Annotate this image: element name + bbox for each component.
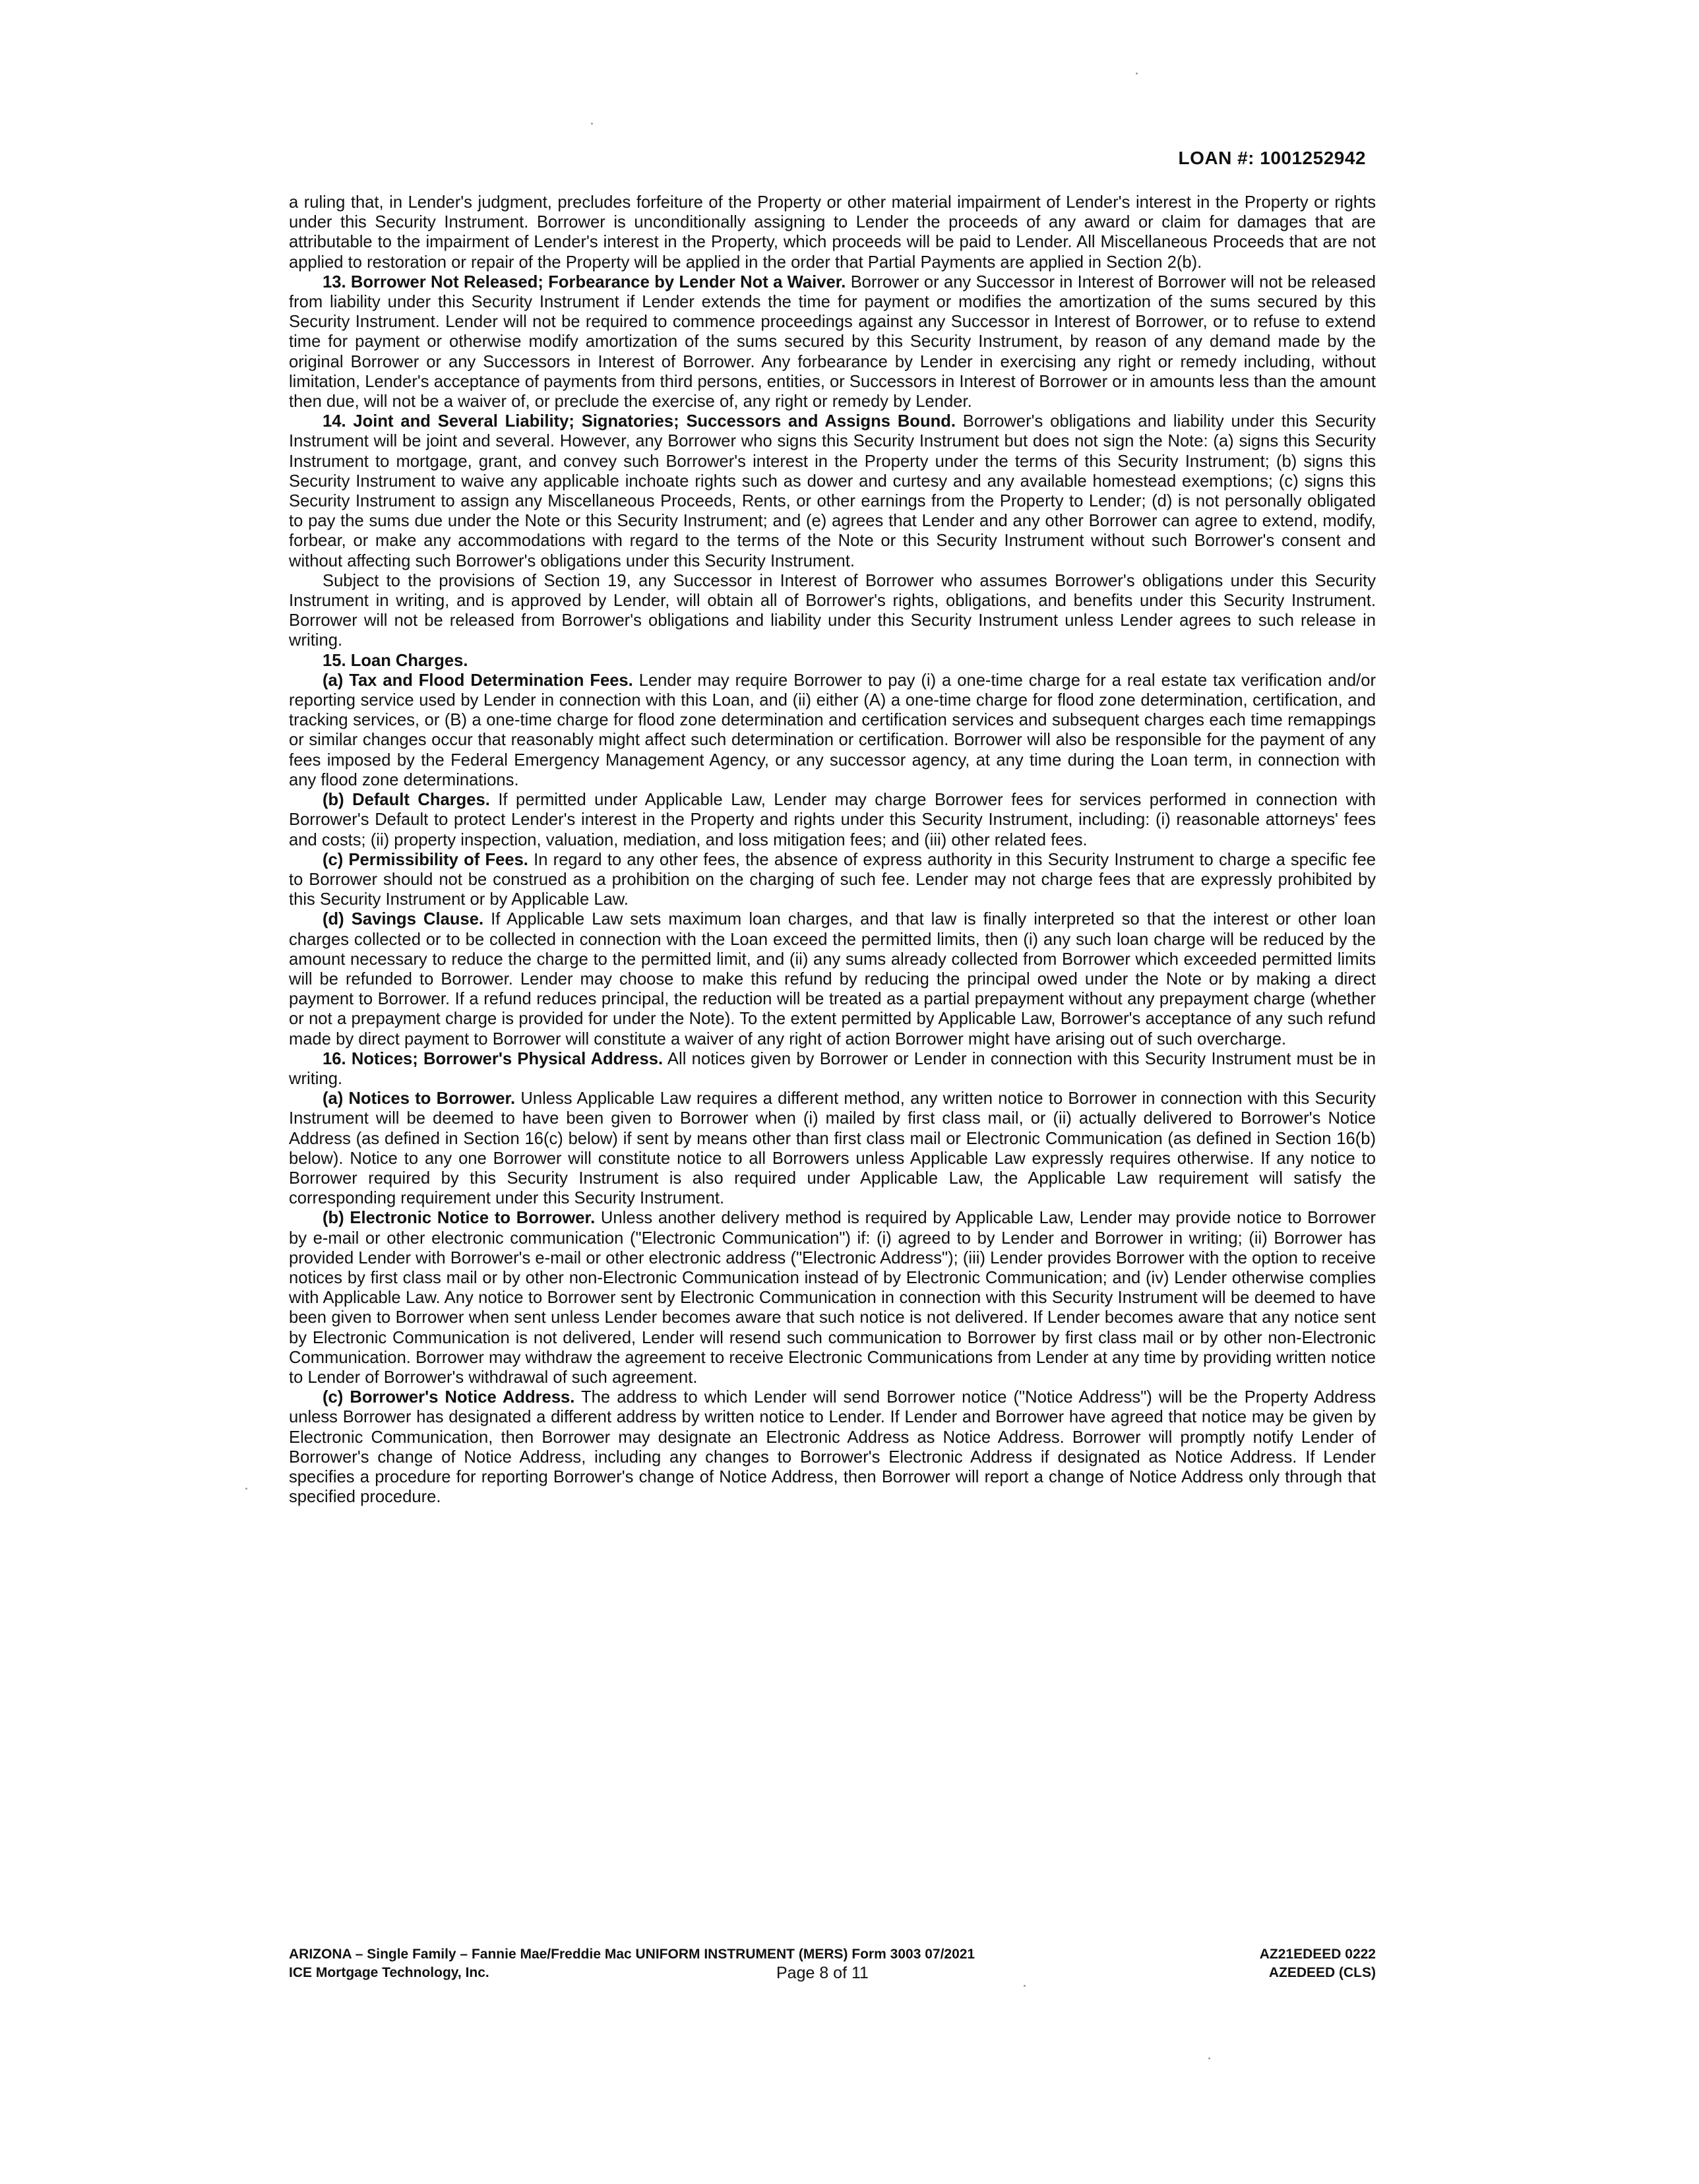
paragraph-text: Borrower or any Successor in Interest of Borrower will not be released from liability under this Security Instrument if Lender extends the time for payment or modifies the amortization of the sums secured by this Security Instrument. Lender will not be required to commence proceedings against any Successor in Interest of Borrower, or to refuse to extend time for payment or otherwise modify amortization of the sums secured by this Security Instrument, by reason of any demand made by the original Borrower or any Successors in Interest of Borrower. Any forbearance by Lender in exercising any right or remedy including, without limitation, Lender's acceptance of payments from third persons, entities, or Successors in Interest of Borrower or in amounts less than the amount then due, will not be a waiver of, or preclude the exercise of, any right or remedy by Lender. [289, 272, 1376, 411]
paragraph-text: In regard to any other fees, the absence of express authority in this Security Instrument to charge a specific fee to Borrower should not be construed as a prohibition on the charging of such fee. Lender may not charge fees that are expressly prohibited by this Security Instrument or by Applicable Law. [289, 850, 1376, 909]
paragraph-heading: 16. Notices; Borrower's Physical Address. [323, 1049, 664, 1068]
paragraph-text: The address to which Lender will send Borrower notice ("Notice Address") will be the Property Address unless Borrower has designated a different address by written notice to Lender. If Lender and Borrower have agreed that notice may be given by Electronic Communication, then Borrower may designate an Electronic Address as Notice Address. Borrower will promptly notify Lender of Borrower's change of Notice Address, including any changes to Borrower's Electronic Address if designated as Notice Address. If Lender specifies a procedure for reporting Borrower's change of Notice Address, then Borrower will report a change of Notice Address only through that specified procedure. [289, 1388, 1376, 1507]
paragraph-heading: (a) Tax and Flood Determination Fees. [323, 671, 633, 690]
form-identifier: ARIZONA – Single Family – Fannie Mae/Freddie Mac UNIFORM INSTRUMENT (MERS) Form 3003 07/2021 [289, 1947, 975, 1962]
paragraph-heading: (c) Permissibility of Fees. [323, 850, 528, 869]
scan-speck [1136, 73, 1138, 75]
paragraph [289, 411, 1376, 571]
scan-speck [1208, 2057, 1210, 2059]
paragraph-heading: (b) Electronic Notice to Borrower. [323, 1209, 596, 1228]
paragraph [289, 909, 1376, 1048]
paragraph-text: Lender may require Borrower to pay (i) a one-time charge for a real estate tax verification and/or reporting service used by Lender in connection with this Loan, and (ii) either (A) a one-time charge for flood zone determination, certification, and tracking services, or (B) a one-time charge for flood zone determination and certification services and subsequent charges each time remappings or similar changes occur that reasonably might affect such determination or certification. Borrower will also be responsible for the payment of any fees imposed by the Federal Emergency Management Agency, or any successor agency, at any time during the Loan term, in connection with any flood zone determinations. [289, 671, 1376, 789]
form-codes [1260, 1945, 1376, 1982]
paragraph-text: Subject to the provisions of Section 19, any Successor in Interest of Borrower who assumes Borrower's obligations under this Security Instrument in writing, and is approved by Lender, will obtain all of Borrower's rights, obligations, and benefits under this Security Instrument. Borrower will not be released from Borrower's obligations and liability under this Security Instrument unless Lender agrees to such release in writing. [289, 571, 1376, 650]
form-code-secondary: AZEDEED (CLS) [1268, 1965, 1376, 1980]
paragraph [289, 651, 1376, 671]
paragraph [289, 1089, 1376, 1208]
paragraph-text: Borrower's obligations and liability under this Security Instrument will be joint and several. However, any Borrower who signs this Security Instrument but does not sign the Note: (a) signs this Security Instrument to mortgage, grant, and convey such Borrower's interest in the Property under the terms of this Security Instrument; (b) signs this Security Instrument to waive any applicable inchoate rights such as dower and curtesy and any available homestead exemptions; (c) signs this Security Instrument to assign any Miscellaneous Proceeds, Rents, or other earnings from the Property to Lender; (d) is not personally obligated to pay the sums due under the Note or this Security Instrument; and (e) agrees that Lender and any other Borrower can agree to extend, modify, forbear, or make any accommodations with regard to the terms of the Note or this Security Instrument without such Borrower's consent and without affecting such Borrower's obligations under this Security Instrument. [289, 412, 1376, 570]
paragraph [289, 1049, 1376, 1089]
paragraph [289, 272, 1376, 411]
vendor-name: ICE Mortgage Technology, Inc. [289, 1965, 489, 1980]
paragraph-heading: (d) Savings Clause. [323, 910, 484, 929]
scan-speck [245, 1488, 247, 1490]
paragraph [289, 193, 1376, 272]
paragraph [289, 790, 1376, 850]
paragraph [289, 850, 1376, 910]
paragraph [289, 1387, 1376, 1507]
paragraph [289, 671, 1376, 790]
paragraph-heading: (a) Notices to Borrower. [323, 1089, 516, 1108]
paragraph-text: All notices given by Borrower or Lender in connection with this Security Instrument must be in writing. [289, 1049, 1376, 1088]
scan-speck [591, 123, 593, 125]
paragraph [289, 571, 1376, 651]
paragraph-heading: 13. Borrower Not Released; Forbearance by Lender Not a Waiver. [323, 272, 846, 291]
paragraph-heading: 14. Joint and Several Liability; Signatories; Successors and Assigns Bound. [323, 412, 956, 431]
form-code-primary: AZ21EDEED 0222 [1259, 1947, 1376, 1962]
paragraph-text: Unless Applicable Law requires a different method, any written notice to Borrower in connection with this Security Instrument will be deemed to have been given to Borrower when (i) mailed by first class mail, or (ii) actually delivered to Borrower's Notice Address (as defined in Section 16(c) below) if sent by means other than first class mail or Electronic Communication (as defined in Section 16(b) below). Notice to any one Borrower will constitute notice to all Borrowers unless Applicable Law expressly requires otherwise. If any notice to Borrower required by this Security Instrument is also required under Applicable Law, the Applicable Law requirement will satisfy the corresponding requirement under this Security Instrument. [289, 1089, 1376, 1208]
page-number: Page 8 of 11 [776, 1964, 869, 1982]
document-body [289, 193, 1376, 1507]
scan-speck [1024, 1985, 1026, 1987]
paragraph-heading: (c) Borrower's Notice Address. [323, 1388, 575, 1407]
paragraph-text: If permitted under Applicable Law, Lender may charge Borrower fees for services performed in connection with Borrower's Default to protect Lender's interest in the Property and rights under this Security Instrument, including: (i) reasonable attorneys' fees and costs; (ii) property inspection, valuation, mediation, and loss mitigation fees; and (iii) other related fees. [289, 791, 1376, 849]
loan-number-header: LOAN #: 1001252942 [1178, 148, 1366, 168]
paragraph-text: If Applicable Law sets maximum loan charges, and that law is finally interpreted so that the interest or other loan charges collected or to be collected in connection with the Loan exceed the permitted limits, then (i) any such loan charge will be reduced by the amount necessary to reduce the charge to the permitted limit, and (ii) any sums already collected from Borrower which exceeded permitted limits will be refunded to Borrower. Lender may choose to make this refund by reducing the principal owed under the Note or by making a direct payment to Borrower. If a refund reduces principal, the reduction will be treated as a partial prepayment without any prepayment charge (whether or not a prepayment charge is provided for under the Note). To the extent permitted by Applicable Law, Borrower's acceptance of any such refund made by direct payment to Borrower will constitute a waiver of any right of action Borrower might have arising out of such overcharge. [289, 910, 1376, 1048]
page-footer [289, 1945, 1376, 1982]
paragraph [289, 1208, 1376, 1387]
paragraph-text: Unless another delivery method is required by Applicable Law, Lender may provide notice to Borrower by e-mail or other electronic communication ("Electronic Communication") if: (i) agreed to by Lender and Borrower in writing; (ii) Borrower has provided Lender with Borrower's e-mail or other electronic address ("Electronic Address"); (iii) Lender provides Borrower with the option to receive notices by first class mail or by other non-Electronic Communication instead of by Electronic Communication; and (iv) Lender otherwise complies with Applicable Law. Any notice to Borrower sent by Electronic Communication in connection with this Security Instrument will be deemed to have been given to Borrower when sent unless Lender becomes aware that such notice is not delivered. If Lender becomes aware that any notice sent by Electronic Communication is not delivered, Lender will resend such communication to Borrower by first class mail or by other non-Electronic Communication. Borrower may withdraw the agreement to receive Electronic Communications from Lender at any time by providing written notice to Lender of Borrower's withdrawal of such agreement. [289, 1209, 1376, 1387]
paragraph-heading: (b) Default Charges. [323, 791, 490, 810]
paragraph-text: a ruling that, in Lender's judgment, precludes forfeiture of the Property or other material impairment of Lender's interest in the Property or rights under this Security Instrument. Borrower is unconditionally assigning to Lender the proceeds of any award or claim for damages that are attributable to the impairment of Lender's interest in the Property, which proceeds will be paid to Lender. All Miscellaneous Proceeds that are not applied to restoration or repair of the Property will be applied in the order that Partial Payments are applied in Section 2(b). [289, 193, 1376, 272]
paragraph-heading: 15. Loan Charges. [323, 651, 468, 670]
